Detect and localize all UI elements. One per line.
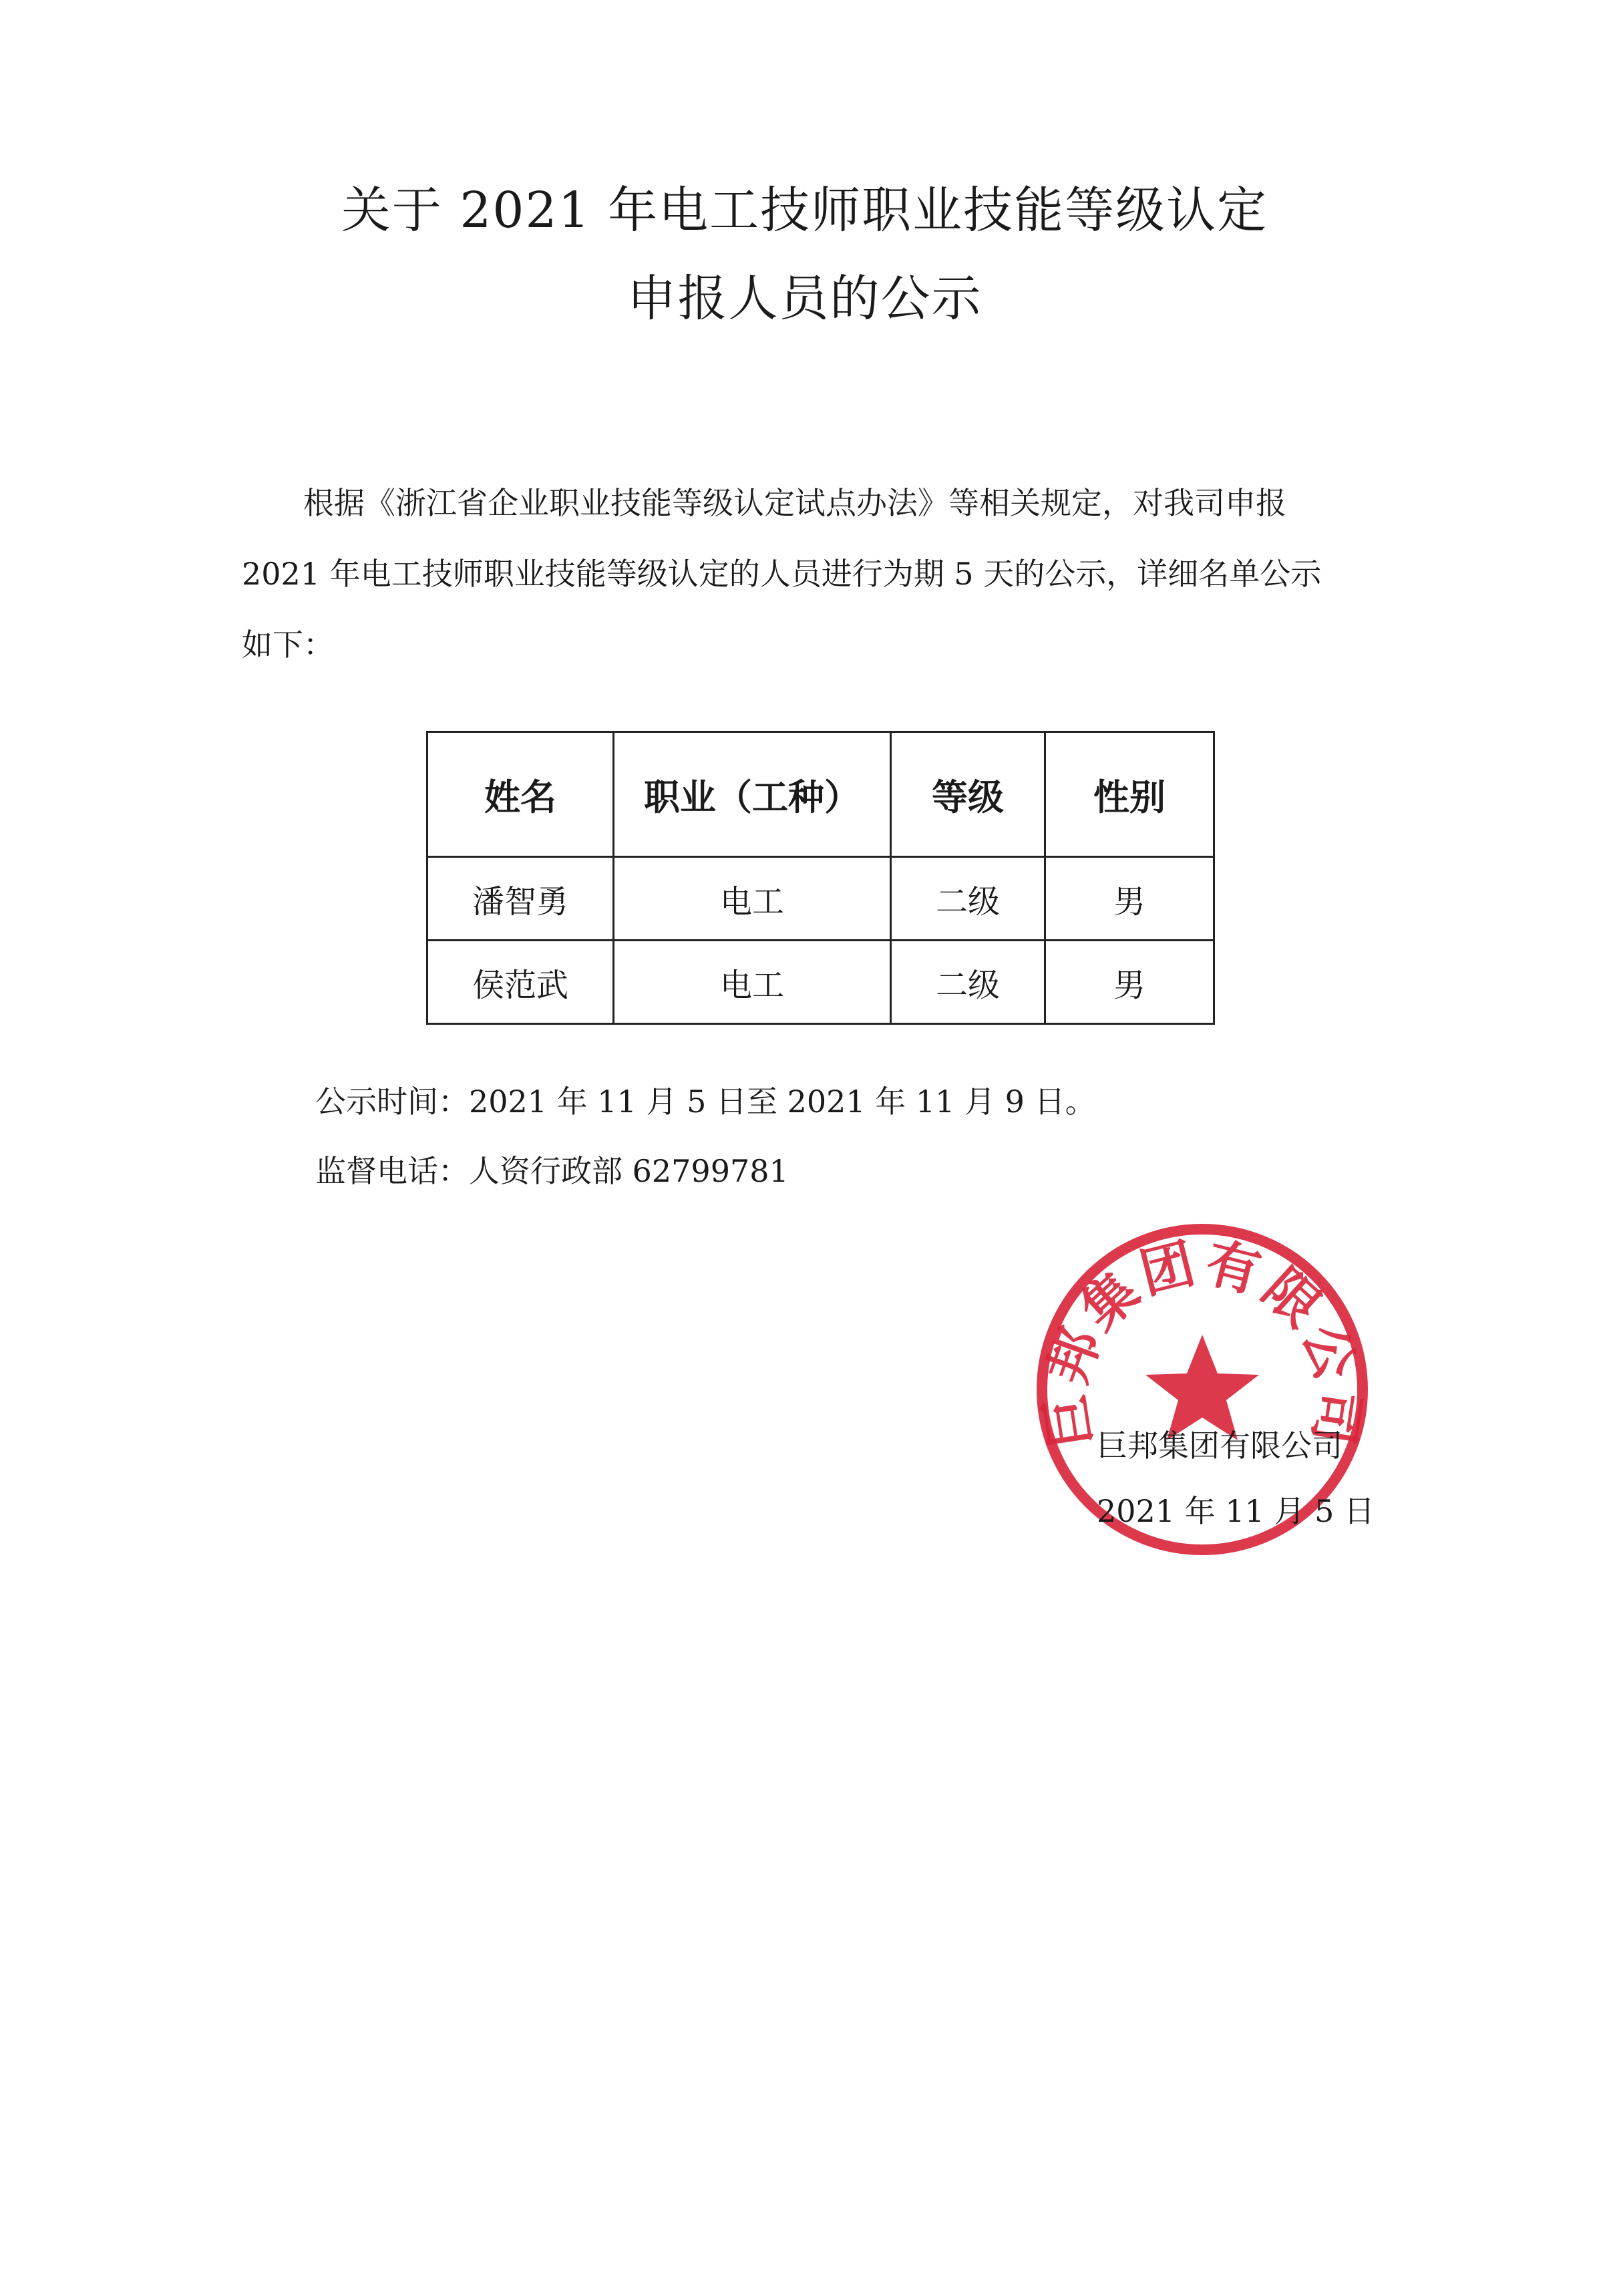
table-cell: 电工 — [614, 857, 891, 941]
table-cell: 电工 — [614, 941, 891, 1024]
body-text-1: 根据《浙江省企业职业技能等级认定试点办法》等相关规定，对我司申报 — [303, 485, 1286, 521]
table-cell: 二级 — [891, 857, 1045, 941]
body-text-2: 2021 年电工技师职业技能等级认定的人员进行为期 5 天的公示，详细名单公示 — [242, 556, 1322, 592]
document-title-line-2: 申报人员的公示 — [627, 270, 982, 327]
svg-text:巨邦集团有限公司: 巨邦集团有限公司 — [1033, 1231, 1371, 1453]
supervision-phone: 监督电话：人资行政部 62799781 — [315, 1153, 789, 1189]
table-header-row — [427, 732, 1214, 857]
signature-date: 2021 年 11 月 5 日 — [1097, 1493, 1375, 1529]
table-cell: 潘智勇 — [427, 857, 614, 941]
table-header-cell: 职业（工种） — [614, 732, 891, 857]
table-header-cell: 姓名 — [427, 732, 614, 857]
table-row — [427, 941, 1214, 1024]
table-cell: 二级 — [891, 941, 1045, 1024]
table-cell: 侯范武 — [427, 941, 614, 1024]
signature-company: 巨邦集团有限公司 — [1097, 1428, 1343, 1464]
body-text-3: 如下： — [242, 627, 334, 663]
notice-period: 公示时间：2021 年 11 月 5 日至 2021 年 11 月 9 日。 — [315, 1084, 1096, 1120]
table-cell: 男 — [1045, 857, 1214, 941]
document-title-line-1: 关于 2021 年电工技师职业技能等级认定 — [341, 182, 1268, 239]
table-row — [427, 857, 1214, 941]
table-header-cell: 等级 — [891, 732, 1045, 857]
body-paragraph-line-1 — [242, 468, 1377, 538]
body-paragraph-line-2 — [242, 538, 1377, 609]
applicant-table — [426, 731, 1215, 1025]
body-paragraph-line-3 — [242, 609, 1377, 680]
table-header-cell: 性别 — [1045, 732, 1214, 857]
table-cell: 男 — [1045, 941, 1214, 1024]
